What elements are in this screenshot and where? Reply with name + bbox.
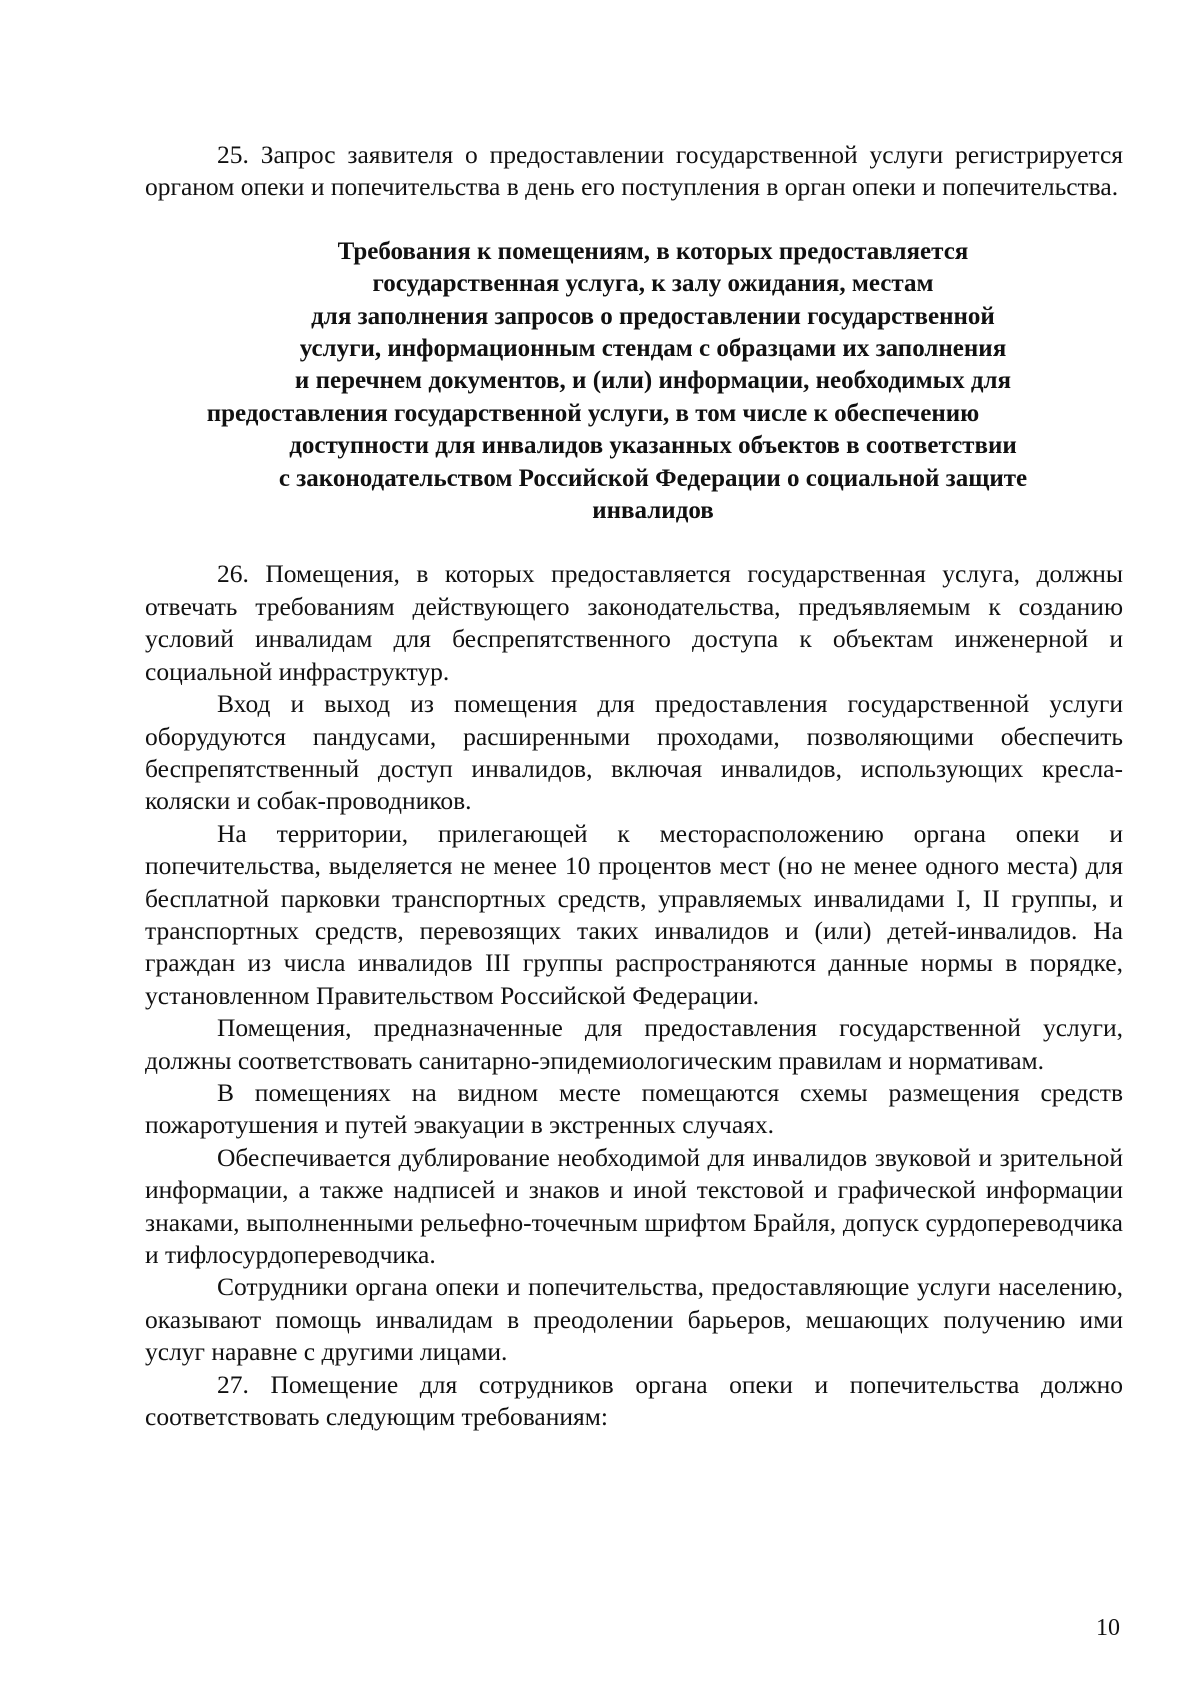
paragraph-25: 25. Запрос заявителя о предоставлении государственной услуги регистрируется органом опеки и попечительства в день его поступления в орган опеки и попечительства. (145, 140, 1123, 202)
paragraph-27: 27. Помещение для сотрудников органа опеки и попечительства должно соответствовать следующим требованиям: (145, 1369, 1123, 1432)
heading-line: предоставления государственной услуги, в том числе к обеспечению (206, 399, 980, 427)
heading-line: услуги, информационным стендам с образцами их заполнения (299, 335, 1007, 363)
heading-line: с законодательством Российской Федерации о социальной защите (278, 464, 1028, 492)
section-heading (145, 236, 1123, 528)
heading-line: государственная услуга, к залу ожидания, местам (372, 270, 934, 298)
document-page (145, 139, 1123, 1433)
heading-line: для заполнения запросов о предоставлении государственной (311, 302, 995, 330)
heading-line: доступности для инвалидов указанных объектов в соответствии (289, 432, 1017, 460)
paragraph-evacuation: В помещениях на видном месте помещаются схемы размещения средств пожаротушения и путей эвакуации в экстренных случаях. (145, 1077, 1123, 1140)
paragraph-parking: На территории, прилегающей к месторасположению органа опеки и попечительства, выделяется не менее 10 процентов мест (но не менее одного места) для бесплатной парковки транспортных средств, управляемых инвалидами I, II группы, и транспортных средств, перевозящих таких инвалидов и (или) детей-инвалидов. На граждан из числа инвалидов III группы распространяются данные нормы в порядке, установленном Правительством Российской Федерации. (145, 818, 1123, 1010)
heading-line: Требования к помещениям, в которых предоставляется (337, 237, 969, 265)
paragraph-staff-assistance: Сотрудники органа опеки и попечительства, предоставляющие услуги населению, оказывают помощь инвалидам в преодолении барьеров, мешающих получению ими услуг наравне с другими лицами. (145, 1272, 1123, 1367)
paragraph-26: 26. Помещения, в которых предоставляется государственная услуга, должны отвечать требованиям действующего законодательства, предъявляемым к созданию условий инвалидам для беспрепятственного доступа к объектам инженерной и социальной инфраструктур. (145, 559, 1123, 686)
heading-line: и перечнем документов, и (или) информации, необходимых для (294, 367, 1012, 395)
paragraph-entrance: Вход и выход из помещения для предоставления государственной услуги оборудуются пандусами, расширенными проходами, позволяющими обеспечить беспрепятственный доступ инвалидов, включая инвалидов, использующих кресла-коляски и собак-проводников. (145, 689, 1123, 816)
paragraph-sanitary: Помещения, предназначенные для предоставления государственной услуги, должны соответствовать санитарно-эпидемиологическим правилам и нормативам. (145, 1013, 1123, 1075)
heading-line: инвалидов (592, 497, 714, 525)
page-number: 10 (1096, 1615, 1120, 1641)
paragraph-braille: Обеспечивается дублирование необходимой для инвалидов звуковой и зрительной информации, а также надписей и знаков и иной текстовой и графической информации знаками, выполненными рельефно-точечным шрифтом Брайля, допуск сурдопереводчика и тифлосурдопереводчика. (145, 1142, 1123, 1269)
